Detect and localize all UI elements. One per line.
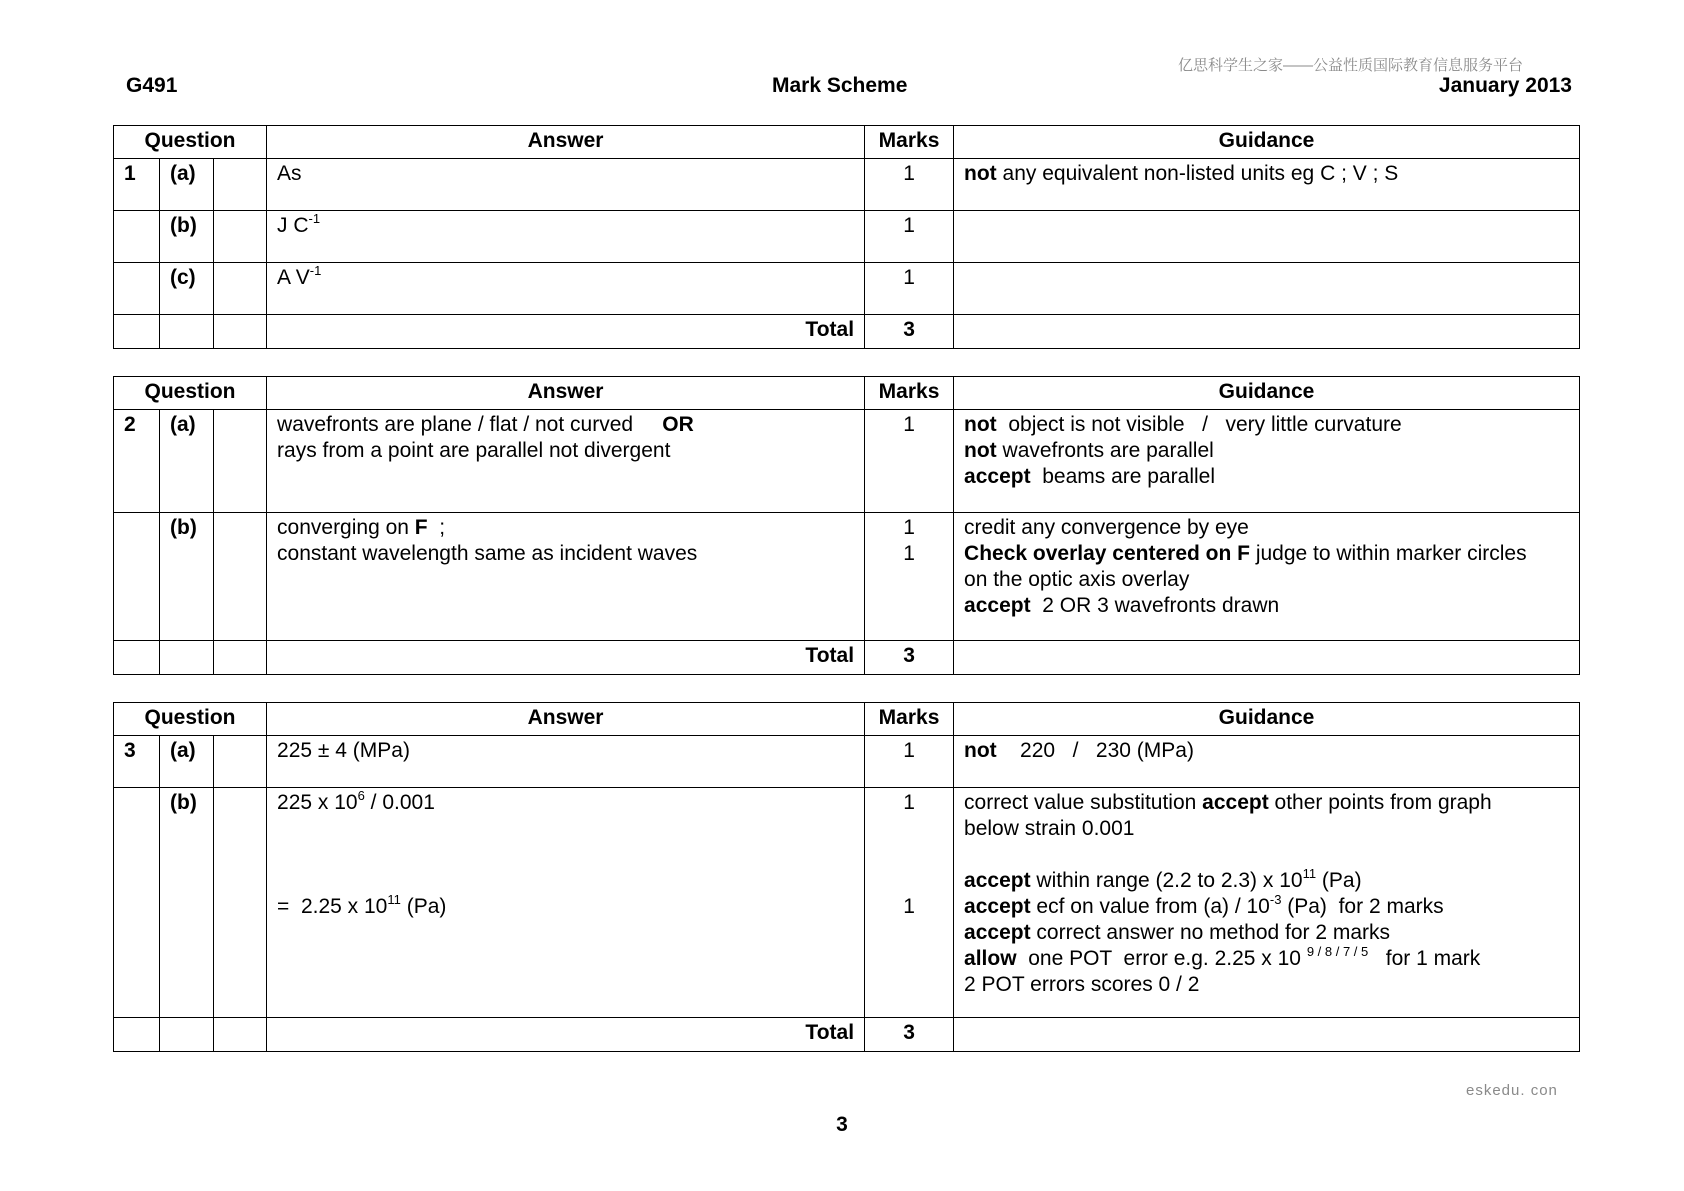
question-header: Question bbox=[114, 126, 267, 159]
answer-text: (Pa) bbox=[400, 895, 447, 918]
guidance-superscript: 11 bbox=[1302, 866, 1317, 881]
answer-line bbox=[277, 894, 854, 920]
question-number: 2 bbox=[114, 410, 160, 513]
answer-keyword: F bbox=[414, 516, 428, 539]
empty-cell bbox=[954, 315, 1580, 349]
table-row bbox=[114, 159, 1580, 211]
question-part: (c) bbox=[160, 263, 214, 315]
guidance-keyword: accept bbox=[1202, 791, 1269, 814]
table-row bbox=[114, 513, 1580, 641]
table-row bbox=[114, 410, 1580, 513]
mark-table-q1 bbox=[113, 125, 1580, 349]
question-number bbox=[114, 788, 160, 1018]
marks-header: Marks bbox=[865, 126, 954, 159]
guidance-line bbox=[964, 541, 1569, 567]
guidance-text: within range (2.2 to 2.3) x 10 bbox=[1030, 869, 1303, 892]
total-marks: 3 bbox=[865, 1018, 954, 1052]
table-row bbox=[114, 263, 1580, 315]
answer-line bbox=[277, 790, 854, 816]
guidance-line bbox=[964, 946, 1569, 972]
answer-line bbox=[277, 412, 854, 438]
table-header-row bbox=[114, 377, 1580, 410]
guidance-header: Guidance bbox=[954, 126, 1580, 159]
guidance-text: one POT error e.g. 2.25 x 10 bbox=[1016, 947, 1307, 970]
footer-watermark: eskedu. con bbox=[1466, 1082, 1558, 1099]
guidance-text: (Pa) for 2 marks bbox=[1281, 895, 1444, 918]
guidance-text: 220 / 230 (MPa) bbox=[996, 739, 1194, 762]
answer-text: converging on bbox=[277, 516, 415, 539]
answer-keyword: OR bbox=[662, 413, 694, 436]
question-header: Question bbox=[114, 703, 267, 736]
guidance-text: judge to within marker circles bbox=[1249, 542, 1527, 565]
answer-header: Answer bbox=[267, 377, 865, 410]
guidance-line bbox=[964, 790, 1569, 816]
table-header-row bbox=[114, 703, 1580, 736]
marks-cell: 1 bbox=[865, 159, 954, 211]
question-part: (b) bbox=[160, 788, 214, 1018]
spacer bbox=[964, 842, 1569, 868]
answer-cell bbox=[267, 513, 865, 641]
empty-cell bbox=[954, 641, 1580, 675]
guidance-text: any equivalent non-listed units eg C ; V ; S bbox=[996, 162, 1399, 185]
empty-cell bbox=[114, 641, 160, 675]
watermark-text: 亿思科学生之家——公益性质国际教育信息服务平台 bbox=[1178, 57, 1524, 74]
spacer bbox=[875, 842, 943, 868]
mark-table-q3 bbox=[113, 702, 1580, 1052]
answer-cell bbox=[267, 788, 865, 1018]
answer-superscript: 6 bbox=[357, 788, 365, 803]
guidance-cell bbox=[954, 736, 1580, 788]
mark-value: 1 bbox=[903, 895, 915, 918]
empty-cell bbox=[214, 641, 267, 675]
empty-cell bbox=[214, 1018, 267, 1052]
paper-code: G491 bbox=[126, 74, 178, 97]
answer-text: = 2.25 x 10 bbox=[277, 895, 388, 918]
answer-text: 225 x 10 bbox=[277, 791, 358, 814]
answer-text: / 0.001 bbox=[364, 791, 435, 814]
guidance-text: beams are parallel bbox=[1030, 465, 1216, 488]
empty-cell bbox=[954, 1018, 1580, 1052]
marks-header: Marks bbox=[865, 703, 954, 736]
guidance-keyword: not bbox=[964, 739, 997, 762]
sub-part bbox=[214, 263, 267, 315]
guidance-superscript: 9 / 8 / 7 / 5 bbox=[1306, 944, 1369, 959]
total-marks: 3 bbox=[865, 315, 954, 349]
question-part: (a) bbox=[160, 736, 214, 788]
total-label: Total bbox=[267, 315, 865, 349]
empty-cell bbox=[114, 1018, 160, 1052]
mark-table-q2 bbox=[113, 376, 1580, 675]
marks-cell bbox=[865, 788, 954, 1018]
table-header-row bbox=[114, 126, 1580, 159]
guidance-line bbox=[964, 593, 1569, 619]
marks-cell: 1 bbox=[865, 263, 954, 315]
empty-cell bbox=[160, 315, 214, 349]
mark-value: 1 bbox=[903, 542, 915, 565]
guidance-line bbox=[964, 738, 1569, 764]
mark-value: 1 bbox=[903, 791, 915, 814]
answer-text: wavefronts are plane / flat / not curved bbox=[277, 413, 663, 436]
question-number bbox=[114, 263, 160, 315]
total-label: Total bbox=[267, 641, 865, 675]
guidance-line bbox=[964, 464, 1569, 490]
question-part: (a) bbox=[160, 410, 214, 513]
guidance-line bbox=[964, 894, 1569, 920]
guidance-text: (Pa) bbox=[1316, 869, 1362, 892]
total-label: Total bbox=[267, 1018, 865, 1052]
sub-part bbox=[214, 736, 267, 788]
question-number bbox=[114, 211, 160, 263]
guidance-cell bbox=[954, 159, 1580, 211]
answer-line: rays from a point are parallel not divergent bbox=[277, 439, 671, 462]
guidance-text: other points from graph bbox=[1268, 791, 1492, 814]
spacer bbox=[875, 868, 943, 894]
page-header bbox=[126, 74, 1572, 104]
guidance-line: below strain 0.001 bbox=[964, 817, 1135, 840]
total-row bbox=[114, 315, 1580, 349]
guidance-cell bbox=[954, 513, 1580, 641]
guidance-text: correct answer no method for 2 marks bbox=[1030, 921, 1391, 944]
total-marks: 3 bbox=[865, 641, 954, 675]
question-header: Question bbox=[114, 377, 267, 410]
sub-part bbox=[214, 410, 267, 513]
answer-cell bbox=[267, 410, 865, 513]
answer-line: constant wavelength same as incident waves bbox=[277, 542, 698, 565]
table-row bbox=[114, 211, 1580, 263]
guidance-keyword: not bbox=[964, 439, 997, 462]
answer-header: Answer bbox=[267, 703, 865, 736]
guidance-line: 2 POT errors scores 0 / 2 bbox=[964, 973, 1200, 996]
guidance-keyword: accept bbox=[964, 895, 1031, 918]
guidance-superscript: -3 bbox=[1269, 892, 1282, 907]
guidance-line bbox=[964, 438, 1569, 464]
empty-cell bbox=[160, 641, 214, 675]
answer-text: A V bbox=[277, 266, 310, 289]
guidance-cell bbox=[954, 263, 1580, 315]
guidance-keyword: not bbox=[964, 162, 997, 185]
question-part: (b) bbox=[160, 513, 214, 641]
guidance-keyword: accept bbox=[964, 465, 1031, 488]
sub-part bbox=[214, 159, 267, 211]
sub-part bbox=[214, 211, 267, 263]
empty-cell bbox=[160, 1018, 214, 1052]
answer-text: J C bbox=[277, 214, 309, 237]
guidance-keyword: accept bbox=[964, 594, 1031, 617]
question-part: (a) bbox=[160, 159, 214, 211]
mark-value: 1 bbox=[903, 516, 915, 539]
table-row bbox=[114, 736, 1580, 788]
exam-date: January 2013 bbox=[1438, 74, 1572, 97]
spacer bbox=[277, 868, 854, 894]
total-row bbox=[114, 1018, 1580, 1052]
table-row bbox=[114, 788, 1580, 1018]
sub-part bbox=[214, 788, 267, 1018]
answer-cell: 225 ± 4 (MPa) bbox=[267, 736, 865, 788]
answer-superscript: 11 bbox=[387, 892, 401, 907]
guidance-text: 2 OR 3 wavefronts drawn bbox=[1030, 594, 1280, 617]
answer-superscript: -1 bbox=[308, 211, 321, 226]
guidance-header: Guidance bbox=[954, 703, 1580, 736]
guidance-cell bbox=[954, 788, 1580, 1018]
guidance-text: for 1 mark bbox=[1368, 947, 1481, 970]
guidance-text: correct value substitution bbox=[964, 791, 1203, 814]
guidance-cell bbox=[954, 410, 1580, 513]
question-number bbox=[114, 513, 160, 641]
guidance-line bbox=[964, 868, 1569, 894]
answer-cell bbox=[267, 263, 865, 315]
marks-cell: 1 bbox=[865, 211, 954, 263]
answer-superscript: -1 bbox=[309, 263, 322, 278]
page-number: 3 bbox=[836, 1113, 848, 1136]
guidance-line bbox=[964, 920, 1569, 946]
guidance-keyword: accept bbox=[964, 921, 1031, 944]
guidance-text: wavefronts are parallel bbox=[996, 439, 1214, 462]
guidance-header: Guidance bbox=[954, 377, 1580, 410]
marks-cell: 1 bbox=[865, 410, 954, 513]
guidance-line bbox=[964, 412, 1569, 438]
spacer bbox=[875, 816, 943, 842]
answer-header: Answer bbox=[267, 126, 865, 159]
answer-cell bbox=[267, 211, 865, 263]
guidance-text: object is not visible / very little curvature bbox=[996, 413, 1402, 436]
guidance-keyword: accept bbox=[964, 869, 1031, 892]
spacer bbox=[277, 816, 854, 842]
empty-cell bbox=[214, 315, 267, 349]
total-row bbox=[114, 641, 1580, 675]
answer-cell: As bbox=[267, 159, 865, 211]
marks-cell: 1 bbox=[865, 736, 954, 788]
sub-part bbox=[214, 513, 267, 641]
spacer bbox=[277, 842, 854, 868]
guidance-line: on the optic axis overlay bbox=[964, 568, 1190, 591]
guidance-line: credit any convergence by eye bbox=[964, 516, 1249, 539]
guidance-keyword: allow bbox=[964, 947, 1017, 970]
empty-cell bbox=[114, 315, 160, 349]
answer-line bbox=[277, 515, 854, 541]
guidance-keyword: not bbox=[964, 413, 997, 436]
guidance-keyword: Check overlay centered on F bbox=[964, 542, 1250, 565]
answer-text: ; bbox=[427, 516, 446, 539]
marks-cell bbox=[865, 513, 954, 641]
guidance-cell bbox=[954, 211, 1580, 263]
marks-header: Marks bbox=[865, 377, 954, 410]
guidance-text: ecf on value from (a) / 10 bbox=[1030, 895, 1270, 918]
question-part: (b) bbox=[160, 211, 214, 263]
question-number: 1 bbox=[114, 159, 160, 211]
question-number: 3 bbox=[114, 736, 160, 788]
page-title: Mark Scheme bbox=[772, 74, 908, 97]
